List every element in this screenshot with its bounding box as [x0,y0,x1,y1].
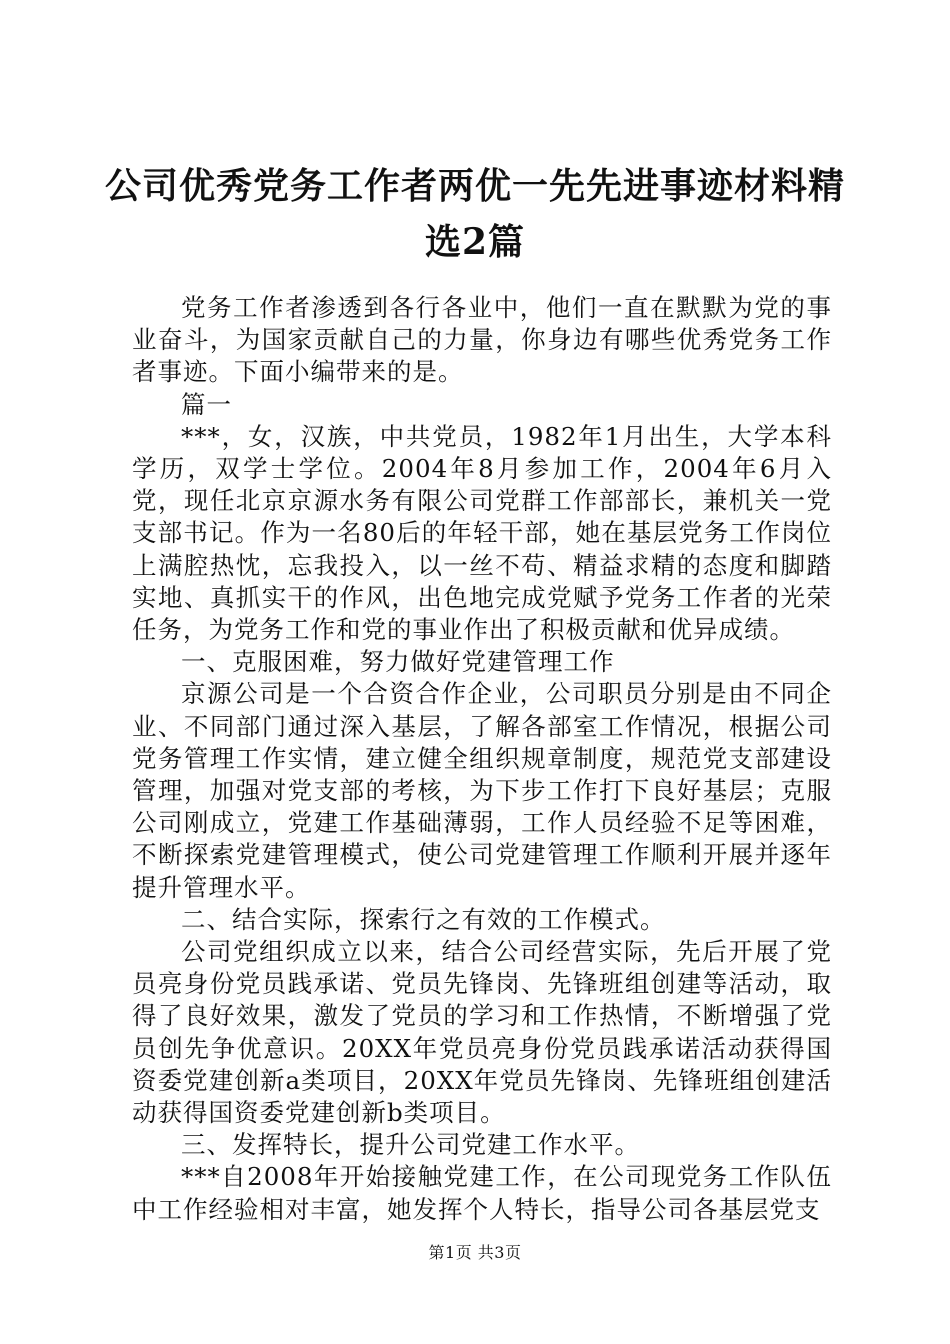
page-footer: 第1页 共3页 [428,1243,522,1262]
heading-one: 一、克服困难，努力做好党建管理工作 [181,647,615,677]
paragraph-one: 京源公司是一个合资合作企业，公司职员分别是由不同企业、不同部门通过深入基层，了解各部室工作情况，根据公司党务管理工作实情，建立健全组织规章制度，规范党支部建设管理，加强对党支部的考核，为下步工作打下良好基层；克服公司刚成立，党建工作基础薄弱，工作人员经验不足等困难，不断探索党建管理模式，使公司党建管理工作顺利开展并逐年提升管理水平。 [132,679,832,902]
section-label: 篇一 [181,389,232,419]
intro-paragraph: 党务工作者渗透到各行各业中，他们一直在默默为党的事业奋斗，为国家贡献自己的力量，你身边有哪些优秀党务工作者事迹。下面小编带来的是。 [132,293,832,387]
paragraph-two: 公司党组织成立以来，结合公司经营实际，先后开展了党员亮身份党员践承诺、党员先锋岗、先锋班组创建等活动，取得了良好效果，激发了党员的学习和工作热情，不断增强了党员创先争优意识。20XX年党员亮身份党员践承诺活动获得国资委党建创新a类项目，20XX年党员先锋岗、先锋班组创建活动获得国资委党建创新b类项目。 [132,937,832,1128]
paragraph-three: ***自2008年开始接触党建工作，在公司现党务工作队伍中工作经验相对丰富，她发挥个人特长，指导公司各基层党支 [132,1162,832,1224]
heading-three: 三、发挥特长，提升公司党建工作水平。 [181,1130,640,1160]
heading-two: 二、结合实际，探索行之有效的工作模式。 [181,904,666,934]
title-line-2: 选2篇 [424,221,526,263]
title-line-1: 公司优秀党务工作者两优一先先进事迹材料精 [104,165,845,207]
profile-paragraph: ***，女，汉族，中共党员，1982年1月出生，大学本科学历，双学士学位。2004年8月参加工作，2004年6月入党，现任北京京源水务有限公司党群工作部部长，兼机关一党支部书记。作为一名80后的年轻干部，她在基层党务工作岗位上满腔热忱，忘我投入，以一丝不苟、精益求精的态度和脚踏实地、真抓实干的作风，出色地完成党赋予党务工作者的光荣任务，为党务工作和党的事业作出了积极贡献和优异成绩。 [132,421,832,645]
document-body [132,292,832,1226]
document-title [100,158,850,270]
